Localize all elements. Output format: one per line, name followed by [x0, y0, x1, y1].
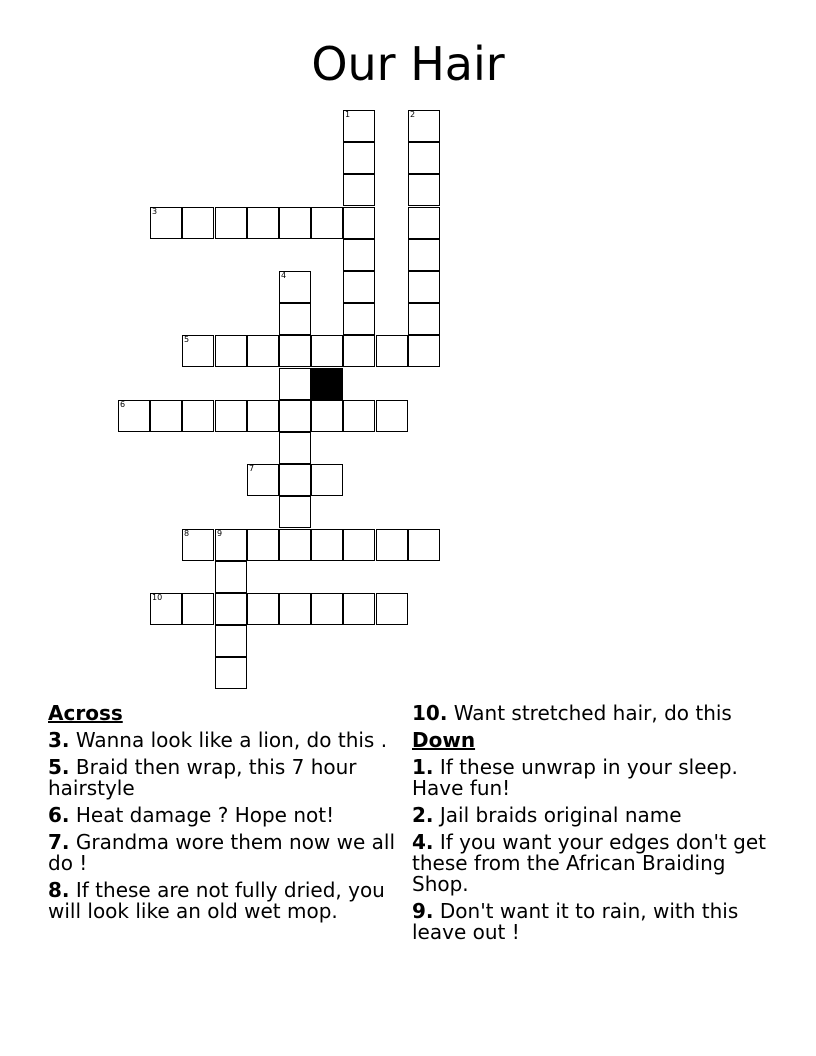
- clue-number: 1: [345, 110, 351, 119]
- puzzle-title: Our Hair: [311, 37, 505, 91]
- clue-number: 8: [184, 529, 190, 538]
- grid-cell[interactable]: [279, 400, 311, 432]
- grid-cell[interactable]: [182, 529, 214, 561]
- clue-across-5: 5. Braid then wrap, this 7 hour hairstyle: [48, 755, 357, 800]
- grid-cell[interactable]: [279, 335, 311, 367]
- grid-cell[interactable]: [182, 335, 214, 367]
- grid-cell[interactable]: [376, 400, 408, 432]
- clue-down-9: 9. Don't want it to rain, with this leave out !: [412, 899, 739, 944]
- grid-cell[interactable]: [279, 271, 311, 303]
- clue-down-1: 1. If these unwrap in your sleep. Have fun!: [412, 755, 738, 800]
- grid-cell[interactable]: [279, 432, 311, 464]
- grid-cell[interactable]: [343, 239, 375, 271]
- grid-cell[interactable]: [311, 207, 343, 239]
- grid-cell[interactable]: [343, 335, 375, 367]
- grid-cell[interactable]: [247, 593, 279, 625]
- clue-number: 7: [249, 464, 255, 473]
- grid-cell[interactable]: [150, 207, 182, 239]
- clue-across-10: 10. Want stretched hair, do this: [412, 701, 732, 725]
- grid-cell[interactable]: [343, 271, 375, 303]
- grid-cell[interactable]: [343, 593, 375, 625]
- grid-cell[interactable]: [279, 303, 311, 335]
- clue-across-7: 7. Grandma wore them now we all do !: [48, 830, 396, 875]
- grid-cell[interactable]: [376, 335, 408, 367]
- grid-cell[interactable]: [215, 529, 247, 561]
- clue-number: 10: [152, 593, 163, 602]
- grid-cell[interactable]: [247, 400, 279, 432]
- clue-across-3: 3. Wanna look like a lion, do this .: [48, 728, 388, 752]
- grid-cell[interactable]: [182, 593, 214, 625]
- grid-cell[interactable]: [408, 174, 440, 206]
- grid-cell[interactable]: [311, 529, 343, 561]
- clue-number: 4: [281, 271, 287, 280]
- grid-cell[interactable]: [150, 593, 182, 625]
- grid-cell[interactable]: [279, 496, 311, 528]
- grid-cell[interactable]: [343, 142, 375, 174]
- clue-across-6: 6. Heat damage ? Hope not!: [48, 803, 335, 827]
- grid-cell[interactable]: [215, 207, 247, 239]
- grid-cell[interactable]: [215, 625, 247, 657]
- grid-cell[interactable]: [408, 142, 440, 174]
- grid-cell[interactable]: [215, 657, 247, 689]
- grid-cell[interactable]: [279, 207, 311, 239]
- grid-cell[interactable]: [247, 464, 279, 496]
- grid-cell[interactable]: [311, 335, 343, 367]
- grid-cell[interactable]: [343, 529, 375, 561]
- grid-cell[interactable]: [182, 207, 214, 239]
- grid-cell[interactable]: [343, 174, 375, 206]
- clue-number: 9: [217, 529, 223, 538]
- grid-cell[interactable]: [247, 207, 279, 239]
- grid-cell[interactable]: [343, 207, 375, 239]
- grid-cell[interactable]: [343, 303, 375, 335]
- grid-cell[interactable]: [408, 271, 440, 303]
- grid-cell[interactable]: [247, 335, 279, 367]
- grid-cell[interactable]: [150, 400, 182, 432]
- grid-cell[interactable]: [408, 529, 440, 561]
- grid-cell[interactable]: [215, 335, 247, 367]
- down-heading: Down: [412, 728, 476, 752]
- grid-cell[interactable]: [376, 529, 408, 561]
- grid-cell[interactable]: [376, 593, 408, 625]
- clue-down-4: 4. If you want your edges don't get these from the African Braiding Shop.: [412, 830, 767, 896]
- grid-cell[interactable]: [343, 110, 375, 142]
- grid-cell[interactable]: [118, 400, 150, 432]
- clue-across-8: 8. If these are not fully dried, you will look like an old wet mop.: [48, 878, 385, 923]
- grid-cell[interactable]: [279, 529, 311, 561]
- clue-number: 3: [152, 207, 158, 216]
- clues-left-column: [48, 703, 408, 928]
- grid-cell[interactable]: [215, 400, 247, 432]
- grid-cell[interactable]: [311, 400, 343, 432]
- shaded-cell: [311, 368, 343, 400]
- clues-right-column: [412, 703, 772, 949]
- grid-cell[interactable]: [215, 561, 247, 593]
- grid-cell[interactable]: [408, 239, 440, 271]
- clue-down-2: 2. Jail braids original name: [412, 803, 682, 827]
- grid-cell[interactable]: [343, 400, 375, 432]
- grid-cell[interactable]: [408, 303, 440, 335]
- grid-cell[interactable]: [279, 368, 311, 400]
- grid-cell[interactable]: [215, 593, 247, 625]
- clue-number: 2: [410, 110, 416, 119]
- across-heading: Across: [48, 701, 123, 725]
- grid-cell[interactable]: [408, 110, 440, 142]
- grid-cell[interactable]: [182, 400, 214, 432]
- grid-cell[interactable]: [408, 207, 440, 239]
- grid-cell[interactable]: [311, 464, 343, 496]
- clue-number: 6: [120, 400, 126, 409]
- grid-cell[interactable]: [247, 529, 279, 561]
- clue-number: 5: [184, 335, 190, 344]
- grid-cell[interactable]: [408, 335, 440, 367]
- grid-cell[interactable]: [279, 464, 311, 496]
- grid-cell[interactable]: [279, 593, 311, 625]
- grid-cell[interactable]: [311, 593, 343, 625]
